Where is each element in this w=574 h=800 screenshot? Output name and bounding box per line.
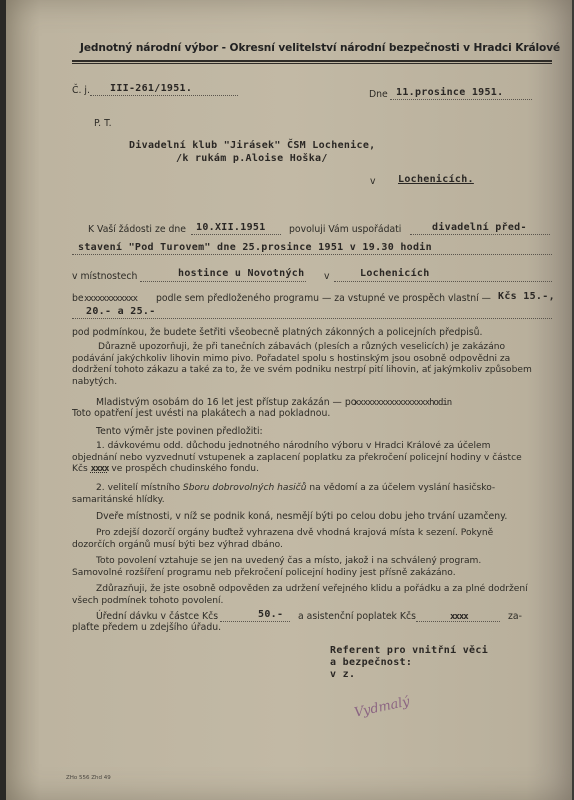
paragraph-scope: Toto povolení vztahuje se jen na uvedený čas a místo, jakož i na schválený program. Samovolné rozšíření programu neb překročení policejní hodiny jest přísně zakázáno. xyxy=(72,556,482,578)
paragraph-item2 xyxy=(72,483,530,506)
permit-dots-3 xyxy=(72,254,552,255)
handwritten-signature: Vydmalý xyxy=(353,694,412,721)
addressee-line1: Divadelní klub "Jirásek" ČSM Lochenice, xyxy=(129,140,376,151)
permit-town: Lochenicích xyxy=(360,268,430,279)
fee-dots-1 xyxy=(220,621,290,622)
paragraph-item1 xyxy=(72,441,530,476)
permit-line4-a: be xyxy=(72,293,84,304)
item1-text: 1. dávkovému odd. důchodu jednotného národního výboru v Hradci Králové za účelem objednání nebo vyzvednutí vstupenek a zaplacení poplatku za překročení policejní hodiny v částce Kčs xyxy=(72,441,522,474)
letterhead-rule xyxy=(72,60,552,62)
paragraph-supervisors: Pro zdejší dozorčí orgány buďtež vyhrazena dvě vhodná krajová místa k sezení. Pokyně dozorčích orgánů musí býti bez výhrad dbáno. xyxy=(72,528,494,550)
addressee-place: Lochenicích. xyxy=(398,174,474,185)
ref-date: 11.prosince 1951. xyxy=(396,87,504,98)
signature-line3: v z. xyxy=(330,669,356,680)
ref-dots xyxy=(90,95,238,96)
ref-label: Č. j. xyxy=(72,85,90,96)
paragraph-alcohol: Důrazně upozorňuji, že při tanečních zábavách (plesích a různých veselicích) je zakázáno podávání jakýchkoliv lihovin mimo pivo. Pořadatel spolu s hostinským jsou osobně odpovědni za dodržení tohoto zákazu a také za to, že ve svém podniku nestrpí pití lihovin, ať jakýmkoliv způsobem nabytých. xyxy=(72,342,532,387)
permit-dots-6 xyxy=(72,318,552,319)
addressee-line2: /k rukám p.Aloise Hoška/ xyxy=(176,153,328,164)
permit-line4-b: podle sem předloženého programu — za vstupné ve prospěch vlastní — xyxy=(156,293,491,304)
signature-line1: Referent pro vnitřní věci xyxy=(330,645,489,656)
permit-line2: stavení "Pod Turovem" dne 25.prosince 1951 v 19.30 hodin xyxy=(78,242,432,253)
addressee-pt: P. T. xyxy=(94,118,112,129)
form-footer-code: ZHo 556 Zhd 49 xyxy=(66,775,111,781)
permit-condition: pod podmínkou, že budete šetřiti všeobecně platných zákonných a policejních předpisů. xyxy=(72,327,483,338)
addressee-place-prefix: v xyxy=(370,176,376,187)
fee-text-b: a asistenční poplatek Kčs xyxy=(298,611,416,622)
permit-price-1: Kčs 15.-, xyxy=(498,291,555,302)
permit-dots-2 xyxy=(410,234,550,235)
signature-line2: a bezpečnost: xyxy=(330,657,413,668)
letterhead-title: Jednotný národní výbor - Okresní velitelství národní bezpečnosti v Hradci Králové xyxy=(80,42,561,54)
permit-line3-a: v místnostech xyxy=(72,271,138,282)
fee-text-d: plaťte předem u zdejšího úřadu. xyxy=(72,622,222,633)
permit-line1-a: K Vaší žádosti ze dne xyxy=(88,224,187,235)
minors-strikeout: xxxxxxxxxxxxxxxxxhodin xyxy=(354,398,452,408)
fee-text-a: Úřední dávku v částce Kčs xyxy=(96,611,219,622)
fee-strikeout: xxxx xyxy=(450,612,468,622)
date-dots xyxy=(390,99,532,100)
paragraph-minors-a: Mladistvým osobám do 16 let jest přístup zakázán — po xyxy=(96,397,357,408)
permit-dots-4 xyxy=(140,281,306,282)
ref-number: III-261/1951. xyxy=(110,83,193,94)
document-page xyxy=(6,0,572,800)
permit-request-date: 10.XII.1951 xyxy=(196,222,266,233)
permit-dots-5 xyxy=(334,281,552,282)
date-label: Dne xyxy=(369,89,388,100)
permit-line1-b: povoluji Vám uspořádati xyxy=(289,224,402,235)
permit-strikeout-1: xxxxxxxxxxxx xyxy=(84,294,138,304)
item2-text: 2. velitelí místního xyxy=(96,483,181,493)
item2-text-b: na vědomí a za účelem vyslání hasičsko-samaritánské hlídky. xyxy=(72,483,496,505)
permit-dots-1 xyxy=(191,234,281,235)
permit-price-2: 20.- a 25.- xyxy=(86,306,156,317)
item1-text-b: ve prospěch chudinského fondu. xyxy=(111,464,259,474)
letterhead-rule-thin xyxy=(72,63,552,64)
item1-strikeout: xxxx xyxy=(90,464,109,474)
fee-text-c: za- xyxy=(508,611,522,622)
paragraph-doors: Dveře místnosti, v níž se podnik koná, nesmějí býti po celou dobu jeho trvání uzamčeny. xyxy=(96,511,508,522)
fee-amount: 50.- xyxy=(258,609,284,620)
paragraph-responsibility: Zdůrazňuji, že jste osobně odpověden za udržení veřejného klidu a pořádku a za plné dodržení všech podmínek tohoto povolení. xyxy=(72,584,528,606)
permit-line1-c: divadelní před- xyxy=(432,222,527,233)
permit-line3-v: v xyxy=(324,271,330,282)
paragraph-minors-b: Toto opatření jest uvésti na plakátech a nad pokladnou. xyxy=(72,408,331,419)
item2-fire-brigade: Sboru dobrovolných hasičů xyxy=(182,483,307,493)
permit-venue: hostince u Novotných xyxy=(178,268,305,279)
paragraph-present: Tento výměr jste povinen předložiti: xyxy=(96,426,263,437)
